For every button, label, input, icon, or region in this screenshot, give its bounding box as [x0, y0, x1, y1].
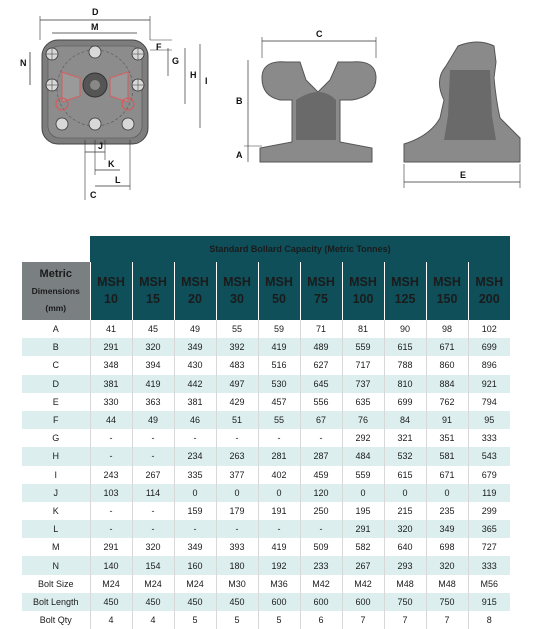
table-cell: 450	[132, 593, 174, 611]
bollard-drawings	[0, 0, 533, 230]
table-cell: 179	[216, 502, 258, 520]
row-label: N	[22, 556, 90, 574]
table-cell: 180	[216, 556, 258, 574]
model-series-label: MSH	[181, 275, 209, 289]
table-cell: -	[174, 520, 216, 538]
table-row	[22, 447, 510, 465]
table-cell: -	[90, 502, 132, 520]
row-label: Bolt Length	[22, 593, 90, 611]
model-column-header	[90, 262, 132, 320]
table-cell: 320	[132, 538, 174, 556]
table-cell: 195	[342, 502, 384, 520]
model-series-label: MSH	[475, 275, 504, 289]
table-cell: 442	[174, 375, 216, 393]
table-cell: 559	[342, 338, 384, 356]
table-cell: 860	[426, 356, 468, 374]
table-cell: 450	[174, 593, 216, 611]
row-label: C	[52, 360, 59, 371]
table-cell: 6	[300, 611, 342, 629]
table-cell: 645	[300, 375, 342, 393]
table-cell: -	[300, 429, 342, 447]
table-cell: -	[132, 447, 174, 465]
table-cell: -	[90, 447, 132, 465]
table-cell: 321	[384, 429, 426, 447]
table-cell: 59	[258, 320, 300, 338]
table-cell: 348	[90, 356, 132, 374]
table-cell: 794	[468, 393, 510, 411]
table-cell: 90	[384, 320, 426, 338]
table-cell: 7	[426, 611, 468, 629]
table-cell: 497	[216, 375, 258, 393]
row-label: L	[22, 520, 90, 538]
model-column-header	[216, 262, 258, 320]
row-label: H	[22, 447, 90, 465]
row-label: Bolt Qty	[39, 615, 72, 626]
table-cell: 393	[216, 538, 258, 556]
table-cell: 159	[174, 502, 216, 520]
table-cell: -	[90, 429, 132, 447]
table-cell: 349	[174, 338, 216, 356]
table-cell: 98	[426, 320, 468, 338]
table-cell: 263	[216, 447, 258, 465]
table-cell: 95	[468, 411, 510, 429]
table-cell: -	[174, 429, 216, 447]
table-cell: 234	[174, 447, 216, 465]
model-number-label: 100	[352, 292, 374, 306]
table-cell: 509	[300, 538, 342, 556]
table-cell: 5	[216, 611, 258, 629]
model-series-label: MSH	[433, 275, 461, 289]
table-cell: 44	[90, 411, 132, 429]
table-cell: 717	[342, 356, 384, 374]
table-cell: M48	[384, 575, 426, 593]
table-cell: 287	[300, 447, 342, 465]
model-series-label: MSH	[265, 275, 293, 289]
table-cell: 103	[90, 484, 132, 502]
table-cell: 430	[174, 356, 216, 374]
table-cell: 7	[384, 611, 426, 629]
table-cell: 330	[90, 393, 132, 411]
table-cell: M42	[300, 575, 342, 593]
table-cell: 402	[258, 466, 300, 484]
table-cell: 516	[258, 356, 300, 374]
table-cell: 320	[132, 338, 174, 356]
table-cell: 351	[426, 429, 468, 447]
table-cell: 788	[384, 356, 426, 374]
units-label: (mm)	[45, 302, 67, 313]
table-cell: 381	[90, 375, 132, 393]
dim-label-d: D	[92, 7, 99, 17]
model-number-label: 150	[436, 292, 458, 306]
table-row	[22, 611, 510, 629]
side-elevation-drawing	[404, 42, 520, 188]
dim-label-h: H	[190, 70, 197, 80]
table-cell: 281	[258, 447, 300, 465]
table-cell: 0	[384, 484, 426, 502]
table-row	[22, 502, 510, 520]
table-cell: 299	[468, 502, 510, 520]
table-cell: 76	[342, 411, 384, 429]
table-cell: 235	[426, 502, 468, 520]
dim-label-k: K	[108, 159, 115, 169]
table-cell: 615	[384, 338, 426, 356]
dim-label-g: G	[172, 56, 180, 66]
table-cell: 377	[216, 466, 258, 484]
model-number-label: 10	[104, 292, 118, 306]
table-cell: -	[258, 429, 300, 447]
table-cell: 292	[342, 429, 384, 447]
table-cell: 291	[90, 538, 132, 556]
table-cell: -	[132, 429, 174, 447]
table-cell: -	[90, 520, 132, 538]
table-cell: 215	[384, 502, 426, 520]
table-cell: 49	[174, 320, 216, 338]
table-cell: 67	[300, 411, 342, 429]
table-row	[22, 429, 510, 447]
table-row	[22, 556, 510, 574]
table-cell: 7	[342, 611, 384, 629]
table-cell: 4	[90, 611, 132, 629]
model-series-label: MSH	[391, 275, 419, 289]
table-row	[22, 575, 510, 593]
table-cell: 737	[342, 375, 384, 393]
table-cell: 627	[300, 356, 342, 374]
table-cell: 762	[426, 393, 468, 411]
row-label: Bolt Size	[37, 578, 74, 589]
table-cell: 600	[258, 593, 300, 611]
table-cell: 349	[174, 538, 216, 556]
table-cell: 4	[132, 611, 174, 629]
table-cell: 810	[384, 375, 426, 393]
table-cell: 450	[216, 593, 258, 611]
model-column-header	[300, 262, 342, 320]
table-cell: 267	[342, 556, 384, 574]
plan-view-drawing	[20, 7, 208, 200]
table-cell: -	[132, 502, 174, 520]
table-row	[22, 411, 510, 429]
table-cell: 45	[132, 320, 174, 338]
table-cell: 0	[258, 484, 300, 502]
table-cell: 419	[132, 375, 174, 393]
table-cell: 81	[342, 320, 384, 338]
table-cell: 581	[426, 447, 468, 465]
table-cell: 8	[468, 611, 510, 629]
table-cell: 640	[384, 538, 426, 556]
table-cell: 55	[216, 320, 258, 338]
table-cell: 450	[90, 593, 132, 611]
title-blank-cell	[22, 236, 90, 262]
table-cell: 102	[468, 320, 510, 338]
table-row	[22, 375, 510, 393]
model-series-label: MSH	[223, 275, 251, 289]
table-cell: 419	[258, 338, 300, 356]
table-cell: 635	[342, 393, 384, 411]
model-series-label: MSH	[97, 275, 125, 289]
table-cell: 0	[216, 484, 258, 502]
table-row	[22, 520, 510, 538]
metric-dimensions-header	[22, 262, 90, 320]
table-cell: 921	[468, 375, 510, 393]
row-label: G	[52, 433, 60, 444]
table-cell: 5	[258, 611, 300, 629]
table-cell: 365	[468, 520, 510, 538]
model-column-header	[468, 262, 510, 320]
table-cell: 0	[426, 484, 468, 502]
table-cell: 192	[258, 556, 300, 574]
model-number-label: 75	[314, 292, 328, 306]
table-cell: 120	[300, 484, 342, 502]
row-label: M	[52, 542, 60, 553]
table-cell: 457	[258, 393, 300, 411]
model-number-label: 200	[478, 292, 500, 306]
table-cell: 41	[90, 320, 132, 338]
table-cell: 679	[468, 466, 510, 484]
table-cell: 250	[300, 502, 342, 520]
row-label: F	[22, 411, 90, 429]
dim-label-c-small: C	[90, 190, 97, 200]
table-cell: 140	[90, 556, 132, 574]
table-cell: 419	[258, 538, 300, 556]
table-cell: 71	[300, 320, 342, 338]
table-row	[22, 338, 510, 356]
model-column-header	[384, 262, 426, 320]
table-cell: 335	[174, 466, 216, 484]
table-cell: M24	[90, 575, 132, 593]
table-cell: M42	[342, 575, 384, 593]
table-cell: 615	[384, 466, 426, 484]
row-label: A	[52, 324, 59, 335]
table-cell: M56	[468, 575, 510, 593]
table-cell: -	[132, 520, 174, 538]
table-cell: 349	[426, 520, 468, 538]
table-cell: -	[300, 520, 342, 538]
table-cell: 49	[132, 411, 174, 429]
table-cell: 243	[90, 466, 132, 484]
table-cell: 698	[426, 538, 468, 556]
table-cell: M24	[174, 575, 216, 593]
table-cell: M30	[216, 575, 258, 593]
table-cell: 320	[384, 520, 426, 538]
dim-label-b: B	[236, 96, 243, 106]
table-cell: 233	[300, 556, 342, 574]
table-cell: M24	[132, 575, 174, 593]
model-number-label: 20	[188, 292, 202, 306]
table-cell: 532	[384, 447, 426, 465]
table-cell: 727	[468, 538, 510, 556]
dim-label-f: F	[156, 42, 162, 52]
table-cell: 160	[174, 556, 216, 574]
table-row	[22, 593, 510, 611]
front-elevation-drawing	[236, 29, 376, 162]
table-cell: 530	[258, 375, 300, 393]
dim-label-j: J	[98, 141, 104, 151]
table-cell: 699	[384, 393, 426, 411]
dim-label-e: E	[460, 170, 467, 180]
model-column-header	[426, 262, 468, 320]
table-cell: -	[216, 520, 258, 538]
dim-label-a: A	[236, 150, 243, 160]
table-cell: 559	[342, 466, 384, 484]
model-series-label: MSH	[349, 275, 377, 289]
row-label: D	[22, 375, 90, 393]
row-label: E	[52, 396, 59, 407]
table-cell: 291	[342, 520, 384, 538]
table-cell: 392	[216, 338, 258, 356]
table-cell: 600	[300, 593, 342, 611]
table-row	[22, 320, 510, 338]
table-row	[22, 484, 510, 502]
table-cell: 0	[174, 484, 216, 502]
table-cell: 489	[300, 338, 342, 356]
bollard-capacity-table	[22, 236, 510, 629]
table-cell: 483	[216, 356, 258, 374]
table-cell: 320	[426, 556, 468, 574]
table-cell: 394	[132, 356, 174, 374]
table-cell: -	[216, 429, 258, 447]
row-label: B	[22, 338, 90, 356]
table-row	[22, 393, 510, 411]
model-series-label: MSH	[307, 275, 335, 289]
table-cell: 671	[426, 338, 468, 356]
table-cell: 114	[132, 484, 174, 502]
dim-label-l: L	[115, 175, 121, 185]
table-cell: 381	[174, 393, 216, 411]
table-cell: 429	[216, 393, 258, 411]
table-cell: 119	[468, 484, 510, 502]
table-cell: 884	[426, 375, 468, 393]
table-cell: 750	[384, 593, 426, 611]
model-number-label: 15	[146, 292, 160, 306]
dimensions-label: Dimensions	[31, 285, 80, 296]
table-cell: 84	[384, 411, 426, 429]
table-cell: 55	[258, 411, 300, 429]
table-cell: 484	[342, 447, 384, 465]
model-column-header	[132, 262, 174, 320]
table-cell: 699	[468, 338, 510, 356]
table-cell: 46	[174, 411, 216, 429]
table-cell: 459	[300, 466, 342, 484]
table-row	[22, 356, 510, 374]
model-column-header	[174, 262, 216, 320]
model-column-header	[342, 262, 384, 320]
row-label: J	[22, 484, 90, 502]
table-cell: 750	[426, 593, 468, 611]
dim-label-n: N	[20, 58, 27, 68]
table-cell: 556	[300, 393, 342, 411]
table-cell: 154	[132, 556, 174, 574]
table-cell: 915	[468, 593, 510, 611]
table-cell: 291	[90, 338, 132, 356]
model-column-header	[258, 262, 300, 320]
table-cell: 51	[216, 411, 258, 429]
table-cell: 896	[468, 356, 510, 374]
metric-label: Metric	[39, 267, 72, 280]
model-number-label: 50	[272, 292, 286, 306]
table-cell: M48	[426, 575, 468, 593]
table-cell: 267	[132, 466, 174, 484]
table-cell: M36	[258, 575, 300, 593]
model-number-label: 30	[230, 292, 244, 306]
dim-label-c: C	[316, 29, 323, 39]
table-cell: 333	[468, 556, 510, 574]
table-cell: 363	[132, 393, 174, 411]
table-cell: 0	[342, 484, 384, 502]
table-row	[22, 466, 510, 484]
table-cell: 5	[174, 611, 216, 629]
dim-label-i: I	[205, 76, 208, 86]
row-label: K	[52, 505, 59, 516]
table-cell: 582	[342, 538, 384, 556]
model-number-label: 125	[394, 292, 416, 306]
table-cell: 600	[342, 593, 384, 611]
table-cell: 671	[426, 466, 468, 484]
table-cell: 191	[258, 502, 300, 520]
table-cell: 543	[468, 447, 510, 465]
row-label: I	[54, 469, 57, 480]
table-cell: 333	[468, 429, 510, 447]
dim-label-m: M	[91, 22, 99, 32]
model-series-label: MSH	[139, 275, 167, 289]
table-cell: 293	[384, 556, 426, 574]
table-cell: -	[258, 520, 300, 538]
table-row	[22, 538, 510, 556]
table-title: Standard Bollard Capacity (Metric Tonnes)	[90, 236, 510, 262]
table-cell: 91	[426, 411, 468, 429]
